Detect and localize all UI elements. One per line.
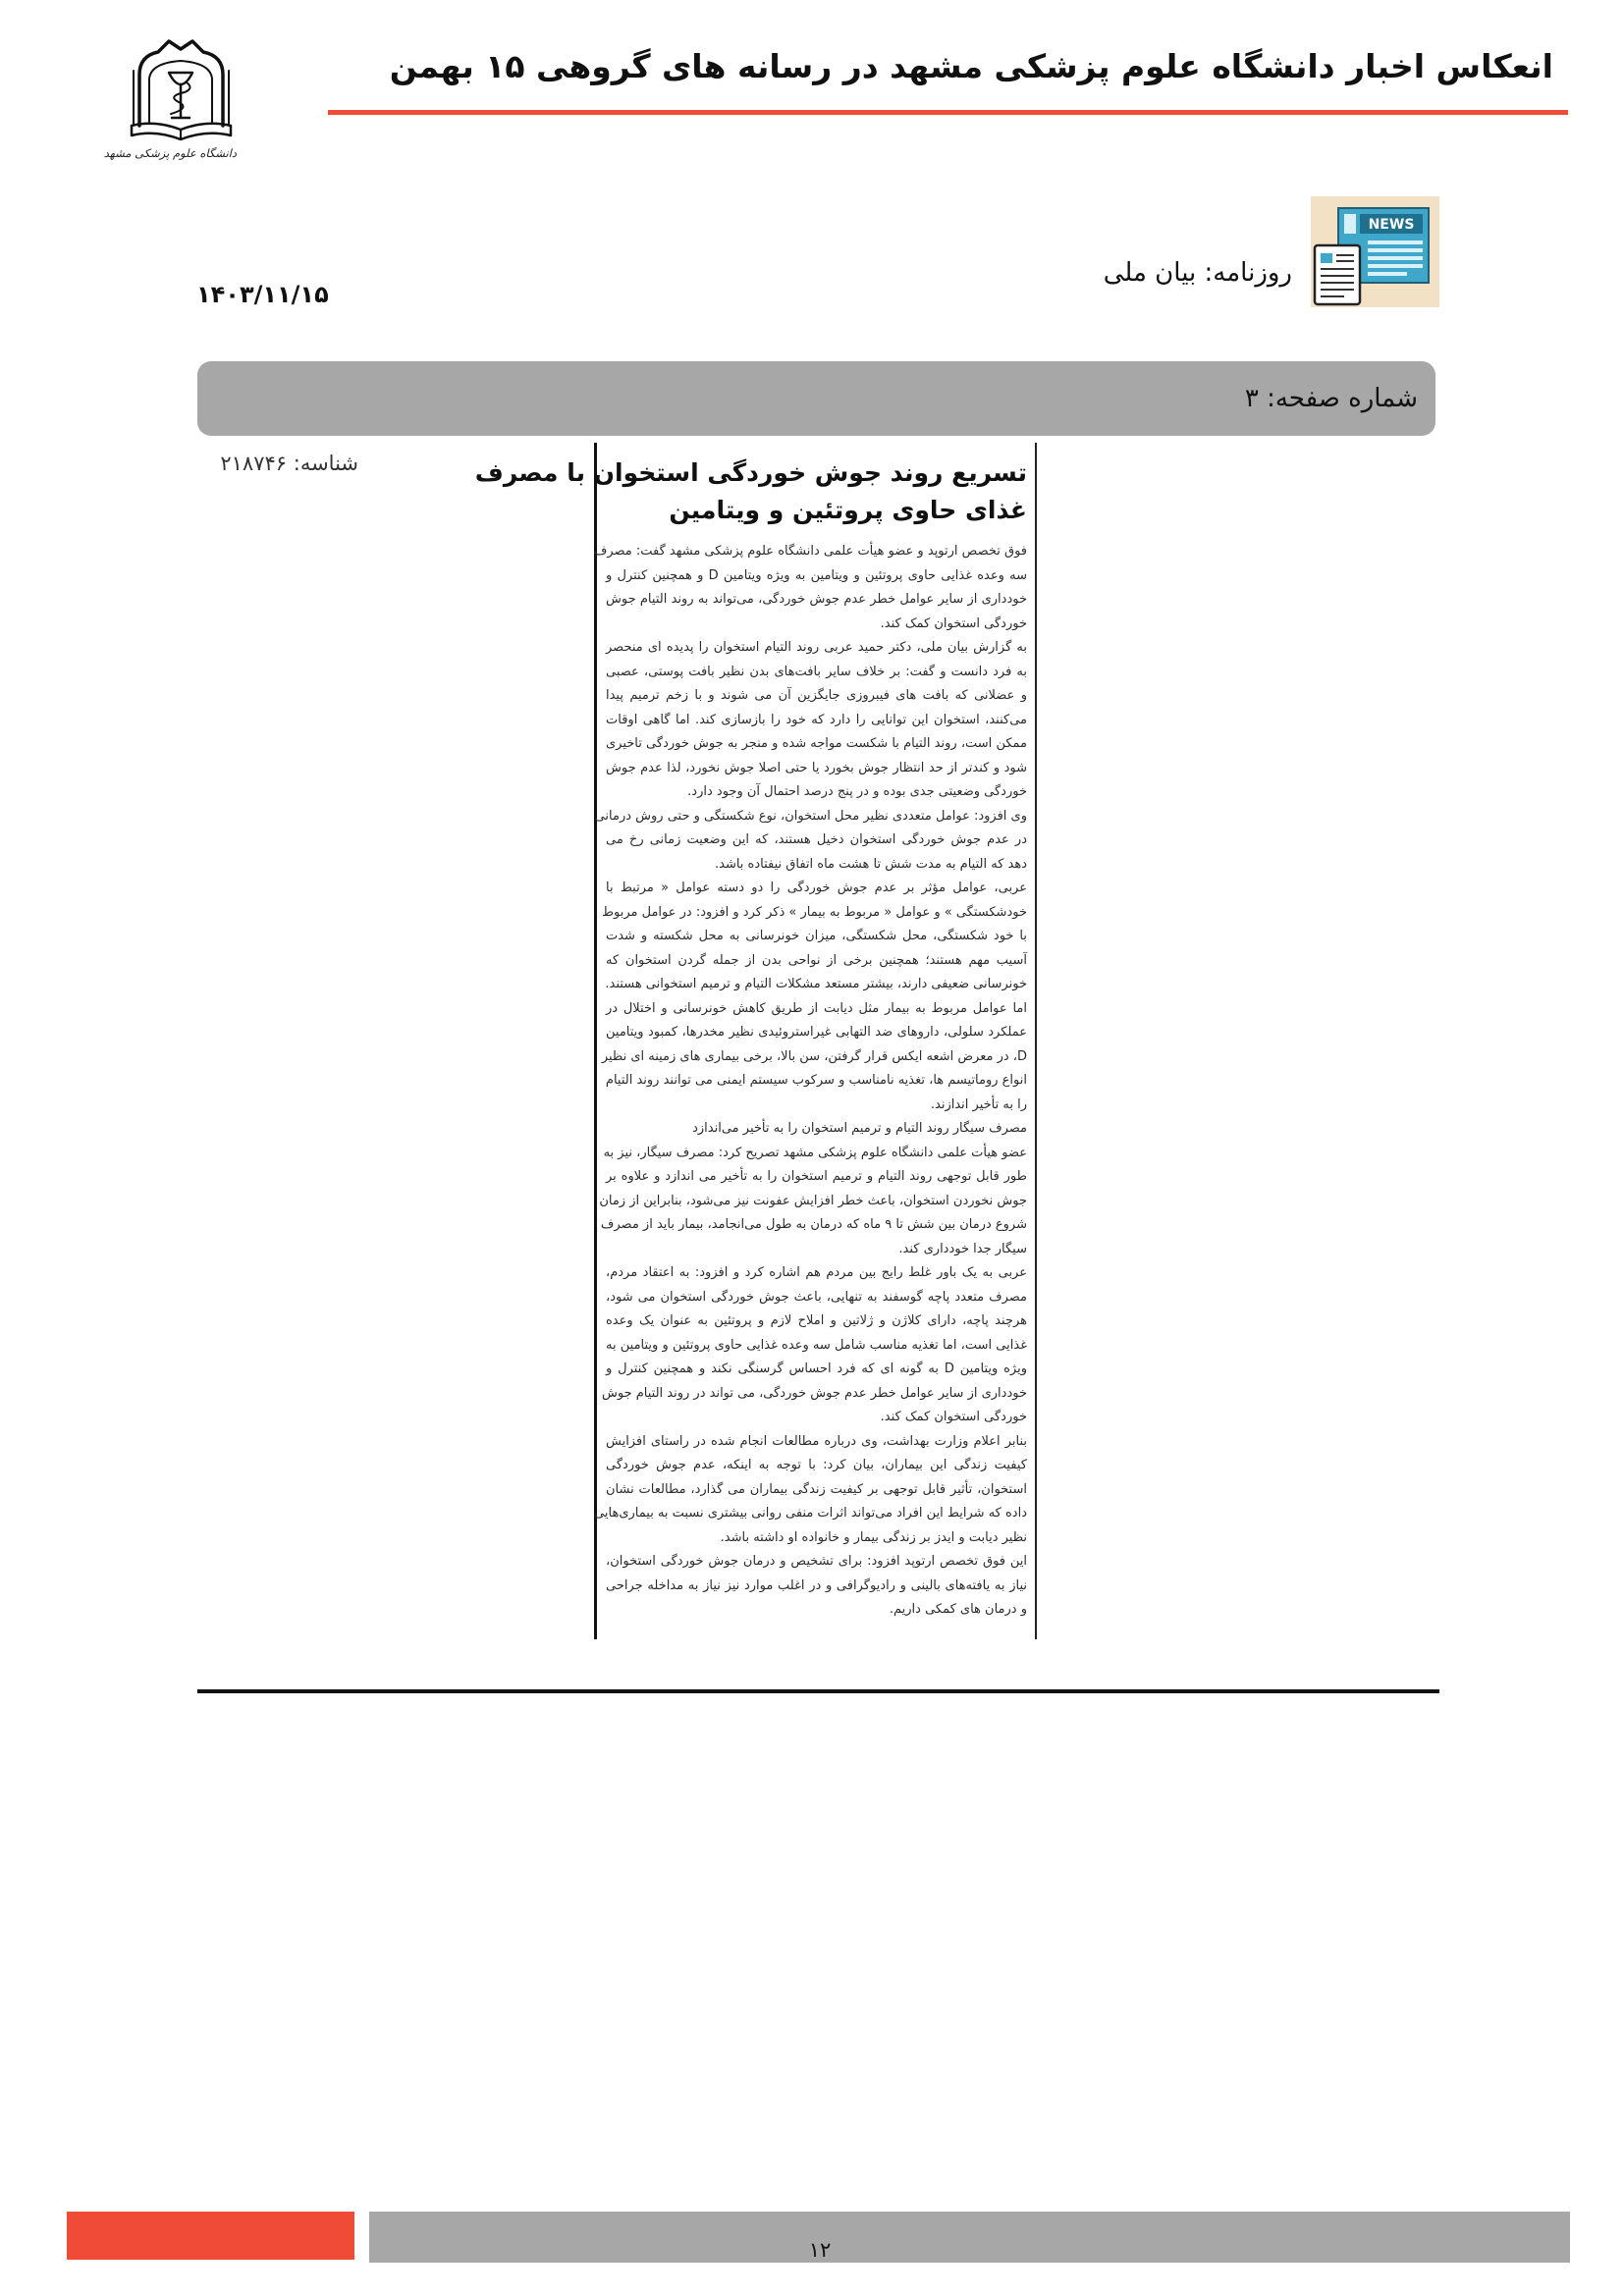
clipping-end-rule [197, 1689, 1439, 1693]
news-clipping [474, 443, 1037, 1639]
clipping-headline-line: غذای حاوی پروتئین و ویتامین [669, 496, 1027, 524]
page-number-bar [197, 361, 1435, 436]
newspaper-name: روزنامه: بیان ملی [1103, 258, 1292, 288]
clipping-line: D، در معرض اشعه ایکس قرار گرفتن، سن بالا، برخی بیماری های زمینه ای نظیر [601, 1048, 1027, 1064]
clipping-line: نظیر دیابت و ایدز بر زندگی بیمار و خانواده او داشته باشد. [720, 1529, 1027, 1545]
clipping-line: عضو هیأت علمی دانشگاه علوم پزشکی مشهد تصریح کرد: مصرف سیگار، نیز به [603, 1145, 1027, 1160]
clipping-body [593, 540, 1027, 1623]
clipping-line: فوق تخصص ارتوپد و عضو هیأت علمی دانشگاه علوم پزشکی مشهد گفت: مصرف [593, 544, 1027, 559]
clipping-headline-line: تسریع روند جوش خوردگی استخوان با مصرف [474, 458, 1027, 487]
newspaper-icon [1311, 196, 1439, 307]
clipping-line: سه وعده غذایی حاوی پروتئین و ویتامین به ویژه ویتامین D و همچنین کنترل و [606, 567, 1027, 583]
clipping-line: کیفیت زندگی این بیماران، بیان کرد: با توجه به اینکه، عدم جوش خوردگی [606, 1458, 1027, 1472]
clipping-line: داده که شرایط این افراد می‌تواند اثرات منفی روانی بیشتری نسبت به بیماری‌هایی [594, 1506, 1027, 1521]
clipping-line: هرچند پاچه، دارای کلاژن و ژلاتین و املاح لازم و پروتئین به عنوان یک وعده [606, 1313, 1027, 1328]
clipping-line: عملکرد سلولی، داروهای ضد التهابی غیراستروئیدی نظیر مخدرها، کمبود ویتامین [606, 1025, 1027, 1040]
clipping-line: خوردگی وضعیتی جدی بوده و در پنج درصد احتمال آن وجود دارد. [687, 784, 1027, 799]
clipping-line: غذایی است، اما تغذیه مناسب شامل سه وعده غذایی حاوی پروتئین و ویتامین به [606, 1337, 1027, 1353]
clipping-line: اما عوامل مربوط به بیمار مثل دیابت از طریق کاهش خونرسانی و اختلال در [606, 1000, 1027, 1016]
clipping-line: طور قابل توجهی روند التیام و ترمیم استخوان را به تأخیر می اندازد و علاوه بر [606, 1169, 1027, 1184]
footer-bar [369, 2212, 1570, 2263]
clipping-line: جوش نخوردن استخوان، باعث خطر افزایش عفونت نیز می‌شود، بنابراین از زمان [599, 1193, 1027, 1208]
clipping-line: به گزارش بیان ملی، دکتر حمید عربی روند التیام استخوان را پدیده ای منحصر [606, 640, 1027, 655]
clipping-line: شود و کندتر از حد انتظار جوش بخورد یا حتی اصلا جوش نخورد، لذا عدم جوش [606, 760, 1027, 775]
logo-wordmark: دانشگاه علوم پزشکی مشهد [103, 146, 237, 160]
clipping-line: انواع روماتیسم ها، تغذیه نامناسب و سرکوب سیستم ایمنی می توانند روند التیام [605, 1073, 1027, 1088]
university-logo [103, 37, 237, 165]
clipping-line: وی افزود: عوامل متعددی نظیر محل استخوان، نوع شکستگی و حتی روش درمانی [594, 808, 1027, 824]
clipping-line: شروع درمان بین شش تا ۹ ماه که درمان به طول می‌انجامد، بیمار باید از مصرف [600, 1217, 1027, 1232]
clipping-line: استخوان، تأثیر قابل توجهی بر کیفیت زندگی بیماران می گذارد، مطالعات نشان [606, 1481, 1027, 1497]
header-accent-rule [328, 110, 1568, 115]
clipping-line: به فرد دانست و گفت: بر خلاف سایر بافت‌های بدن نظیر بافت پوستی، عصبی [606, 664, 1027, 679]
clipping-line: خودداری از سایر عوامل خطر عدم جوش خوردگی، می تواند در روند التیام جوش [601, 1385, 1027, 1401]
clipping-line: سیگار جدا خودداری کند. [898, 1241, 1027, 1256]
footer-page-number: ۱۲ [808, 2238, 832, 2262]
clipping-line: می‌کنند، استخوان این توانایی را دارد که خود را بازسازی کند. اما گاهی اوقات [606, 712, 1027, 727]
clipping-line: را به تأخیر اندازند. [930, 1096, 1027, 1112]
clipping-line: مصرف متعدد پاچه گوسفند به تنهایی، باعث جوش خوردگی استخوان می شود، [606, 1289, 1027, 1305]
clipping-line: عربی به یک باور غلط رایج بین مردم هم اشاره کرد و افزود: به اعتقاد مردم، [606, 1265, 1027, 1280]
clipping-line: نیاز به یافته‌های بالینی و رادیوگرافی و در اغلب موارد نیز نیاز به مداخله جراحی [606, 1577, 1027, 1593]
clipping-line: خوردگی استخوان کمک کند. [880, 1410, 1027, 1424]
university-emblem-icon [126, 37, 237, 143]
clipping-line: بنابر اعلام وزارت بهداشت، وی درباره مطالعات انجام شده در راستای افزایش [606, 1433, 1027, 1449]
clipping-line: خونرسانی ضعیفی دارند، بیشتر مستعد مشکلات التیام و ترمیم استخوانی هستند. [605, 977, 1027, 991]
clipping-identifier: شناسه: ۲۱۸۷۴۶ [220, 452, 358, 475]
clipping-line: عربی، عوامل مؤثر بر عدم جوش خوردگی را دو دسته عوامل « مرتبط با [606, 881, 1027, 895]
clipping-line: خودداری از سایر عوامل خطر عدم جوش خوردگی، می‌تواند به روند التیام جوش [606, 592, 1027, 607]
clipping-line: این فوق تخصص ارتوپد افزود: برای تشخیص و درمان جوش خوردگی استخوان، [606, 1554, 1027, 1569]
clipping-line: و عضلانی که بافت های فیبروزی جایگزین آن می شوند و با زخم ترمیم پیدا [606, 688, 1027, 703]
clipping-line: آسیب مهم هستند؛ همچنین برخی از نواحی بدن از جمله گردن استخوان که [606, 952, 1027, 968]
clipping-line: با خود شکستگی، محل شکستگی، میزان خونرسانی به محل شکسته و شدت [606, 929, 1027, 943]
clipping-line: ممکن است، روند التیام با شکست مواجه شده و منجر به جوش خوردگی تاخیری [606, 736, 1027, 751]
clipping-line: خودشکستگی » و عوامل « مربوط به بیمار » ذکر کرد و افزود: در عوامل مربوط [601, 904, 1027, 920]
clipping-line: ویژه ویتامین D به گونه ای که فرد احساس گرسنگی نکند و همچنین کنترل و [606, 1362, 1027, 1376]
page-number-label: شماره صفحه: ۳ [1244, 384, 1418, 413]
newspaper-icon-label: NEWS [1368, 217, 1415, 233]
clipping-line: و درمان های کمکی داریم. [889, 1602, 1027, 1617]
clipping-line: مصرف سیگار روند التیام و ترمیم استخوان را به تأخیر می‌اندازد [692, 1121, 1027, 1136]
clipping-line: دهد که التیام به مدت شش تا هشت ماه اتفاق نیفتاده باشد. [714, 856, 1027, 872]
publication-date: ۱۴۰۳/۱۱/۱۵ [196, 281, 329, 308]
footer-accent-bar [67, 2212, 354, 2260]
clipping-line: خوردگی استخوان کمک کند. [880, 615, 1027, 631]
page-title: انعکاس اخبار دانشگاه علوم پزشکی مشهد در رسانه های گروهی ۱۵ بهمن [389, 47, 1553, 85]
clipping-line: در عدم جوش خوردگی استخوان دخیل هستند، که این وضعیت زمانی رخ می [606, 832, 1027, 847]
